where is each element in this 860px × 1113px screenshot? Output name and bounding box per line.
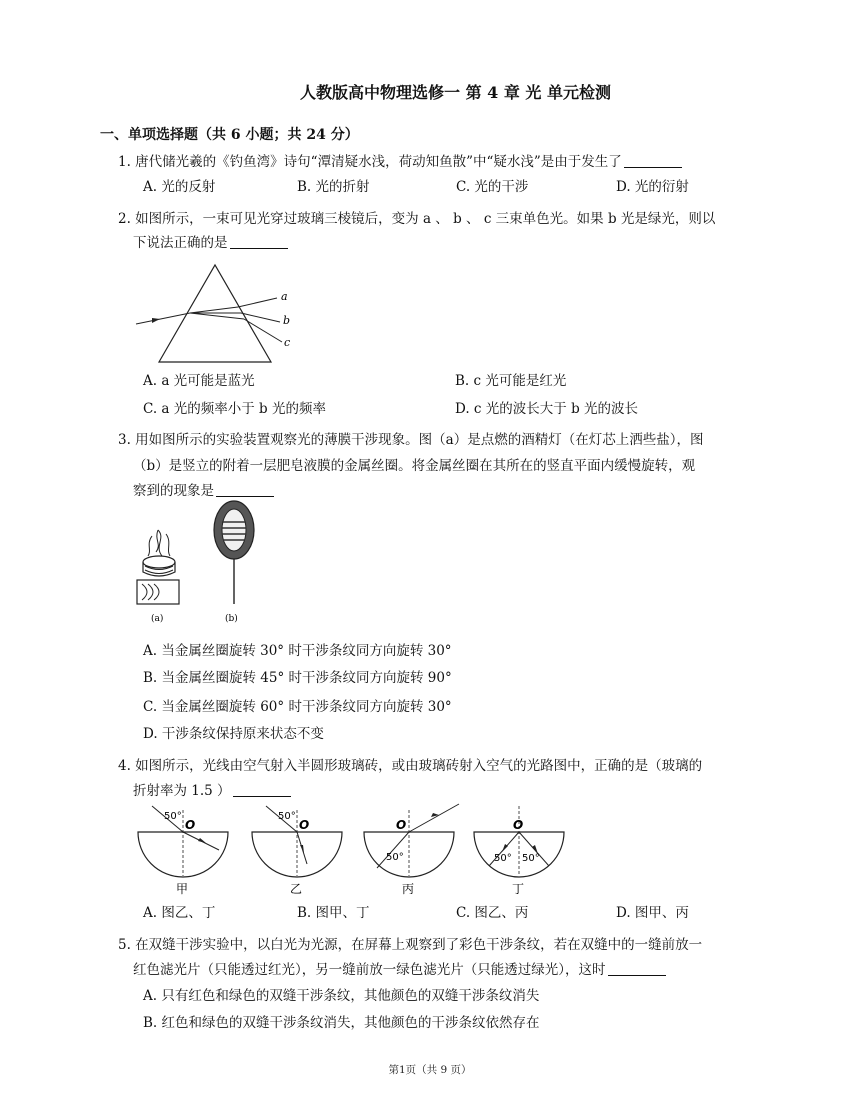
q3-option-b[interactable]: B. 当金属丝圈旋转 45° 时干涉条纹同方向旋转 90°: [143, 670, 452, 686]
svg-text:50°: 50°: [278, 811, 296, 822]
q1-option-a[interactable]: A. 光的反射: [143, 179, 216, 195]
question-1-text: 1. 唐代储光羲的《钓鱼湾》诗句“潭清疑水浅，荷动知鱼散”中“疑水浅”是由于发生了: [118, 152, 682, 172]
q4-option-d[interactable]: D. 图甲、丙: [616, 905, 689, 921]
question-2-line-1: 2. 如图所示，一束可见光穿过玻璃三棱镜后，变为 a 、 b 、 c 三束单色光。如果 b 光是绿光，则以: [118, 211, 716, 227]
answer-blank[interactable]: [216, 482, 274, 497]
q4-option-c[interactable]: C. 图乙、丙: [456, 905, 529, 921]
label-fig-a: (a): [151, 614, 164, 624]
q3-option-a[interactable]: A. 当金属丝圈旋转 30° 时干涉条纹同方向旋转 30°: [143, 643, 452, 659]
q1-option-b[interactable]: B. 光的折射: [297, 179, 370, 195]
question-5-line-1: 5. 在双缝干涉实验中，以白光为光源，在屏幕上观察到了彩色干涉条纹，若在双缝中的一缝前放一: [118, 937, 703, 953]
svg-text:50°: 50°: [164, 811, 182, 822]
svg-text:O: O: [513, 818, 524, 832]
q2-option-d[interactable]: D. c 光的波长大于 b 光的波长: [455, 401, 639, 417]
question-2-line-2: 下说法正确的是: [133, 233, 288, 253]
svg-text:甲: 甲: [176, 882, 189, 896]
answer-blank[interactable]: [233, 782, 291, 797]
ray-a: [238, 298, 277, 307]
section-heading: 一、单项选择题（共 6 小题；共 24 分）: [100, 127, 359, 143]
svg-text:50°: 50°: [522, 853, 540, 864]
figure-bing: [364, 804, 459, 896]
q1-option-d[interactable]: D. 光的衍射: [616, 179, 689, 195]
svg-text:丙: 丙: [402, 882, 415, 896]
q5-option-a[interactable]: A. 只有红色和绿色的双缝干涉条纹，其他颜色的双缝干涉条纹消失: [143, 988, 540, 1004]
q2-option-a[interactable]: A. a 光可能是蓝光: [143, 373, 255, 389]
svg-text:丁: 丁: [512, 882, 525, 896]
prism-figure: [130, 262, 300, 367]
answer-blank[interactable]: [608, 961, 666, 976]
lamp-top: [143, 556, 175, 568]
answer-blank[interactable]: [624, 153, 682, 168]
lamp-flame: [156, 530, 162, 556]
svg-text:O: O: [185, 818, 196, 832]
question-3-line-3: 察到的现象是: [133, 481, 274, 501]
q5-option-b[interactable]: B. 红色和绿色的双缝干涉条纹消失，其他颜色的干涉条纹依然存在: [143, 1015, 540, 1031]
svg-text:O: O: [396, 818, 407, 832]
ray-c: [244, 319, 282, 342]
page-title: 人教版高中物理选修一 第 4 章 光 单元检测: [300, 83, 611, 102]
q4-option-b[interactable]: B. 图甲、丁: [297, 905, 370, 921]
svg-text:50°: 50°: [494, 853, 512, 864]
q2-option-c[interactable]: C. a 光的频率小于 b 光的频率: [143, 401, 326, 417]
label-a: a: [281, 290, 288, 303]
ray-a-inside: [190, 307, 238, 313]
q2-option-b[interactable]: B. c 光可能是红光: [455, 373, 567, 389]
figure-ding: [474, 806, 564, 896]
label-fig-b: (b): [225, 614, 238, 624]
question-3-line-1: 3. 用如图所示的实验装置观察光的薄膜干涉现象。图（a）是点燃的酒精灯（在灯芯上洒些盐），图: [118, 432, 704, 448]
svg-text:乙: 乙: [290, 882, 303, 896]
figure-jia: [138, 806, 228, 896]
q1-option-c[interactable]: C. 光的干涉: [456, 179, 529, 195]
question-3-line-2: （b）是竖立的附着一层肥皂液膜的金属丝圈。将金属丝圈在其所在的竖直平面内缓慢旋转，观: [133, 458, 696, 474]
answer-blank[interactable]: [230, 234, 288, 249]
figure-yi: [252, 806, 342, 896]
label-c: c: [284, 336, 291, 349]
svg-text:50°: 50°: [386, 852, 404, 863]
semicircle-figures: [134, 800, 584, 895]
q3-option-d[interactable]: D. 干涉条纹保持原来状态不变: [143, 726, 324, 742]
label-b: b: [283, 314, 291, 327]
svg-text:O: O: [299, 818, 310, 832]
q4-option-a[interactable]: A. 图乙、丁: [143, 905, 216, 921]
lamp-stand: [137, 580, 179, 604]
question-4-line-2: 折射率为 1.5 ）: [133, 781, 291, 801]
interference-figure: [132, 500, 262, 628]
page-footer: 第1页（共 9 页）: [388, 1064, 472, 1076]
question-5-line-2: 红色滤光片（只能透过红光），另一缝前放一绿色滤光片（只能透过绿光），这时: [133, 960, 666, 980]
ray-c-inside: [190, 313, 244, 319]
q3-option-c[interactable]: C. 当金属丝圈旋转 60° 时干涉条纹同方向旋转 30°: [143, 699, 452, 715]
question-4-line-1: 4. 如图所示，光线由空气射入半圆形玻璃砖，或由玻璃砖射入空气的光路图中，正确的是（玻璃的: [118, 758, 703, 774]
